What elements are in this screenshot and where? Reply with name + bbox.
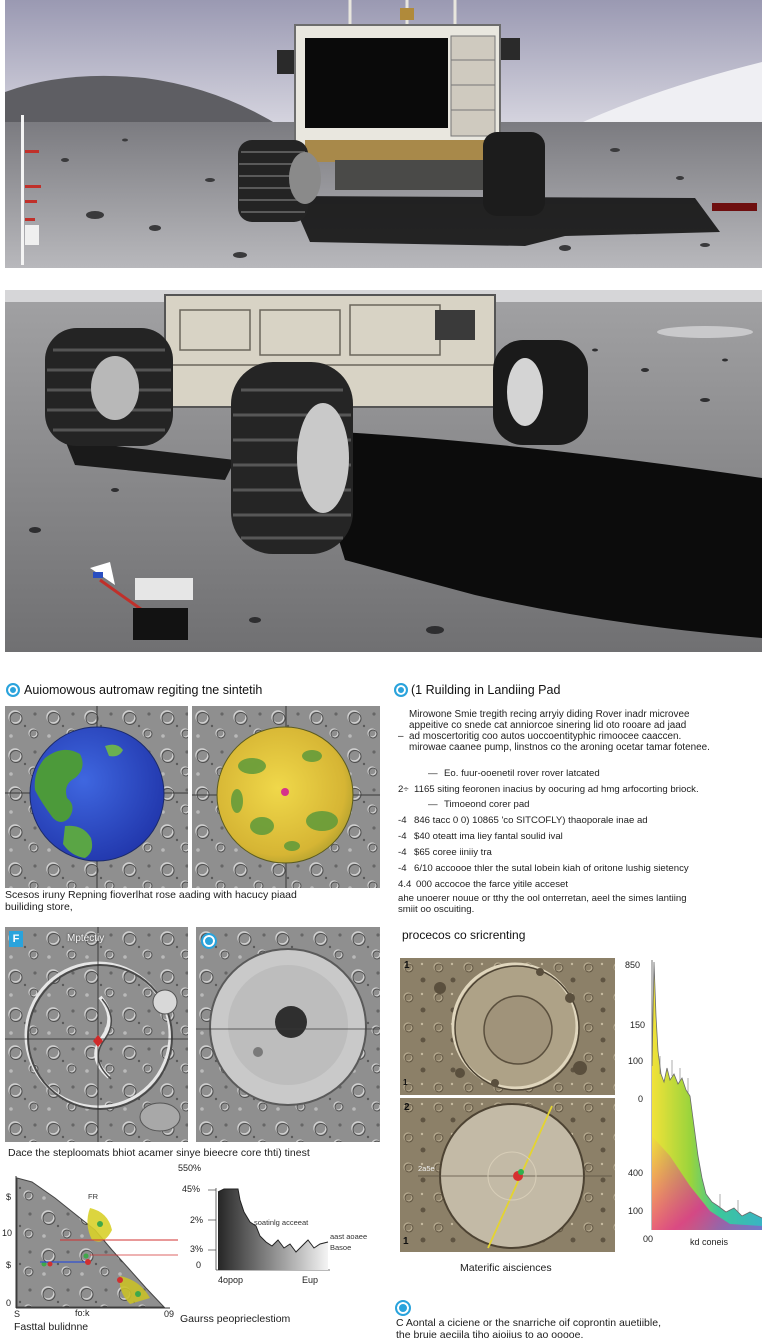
bullet-text: $40 oteatt ima liey fantal soulid ival: [414, 831, 563, 842]
image-number: 1: [404, 960, 410, 971]
spectrum-plot: [620, 956, 764, 1252]
info-dot-icon: [395, 1300, 411, 1316]
y-tick: 2%: [190, 1215, 204, 1225]
line-plot-annotation: soatinlg acceeat: [254, 1218, 309, 1227]
bullet-text: 000 accocoe the farce yitile acceset: [416, 879, 568, 890]
rover-camera: [435, 310, 475, 340]
y-tick: 100: [628, 1206, 644, 1216]
line-plot-side-note: aast aoaee: [330, 1232, 368, 1241]
bullet-text: 6/10 accoooe thler the sutal lobein kiah of oritone lushig sietency: [414, 863, 689, 874]
rover-photo-top-art: [5, 0, 762, 268]
earth-globe-art: [5, 706, 188, 888]
crater-floor: [484, 996, 552, 1064]
globes-caption-line-1: Scesos iruny Repning fioverlhat rose aading with hacucy piaad: [5, 889, 297, 901]
small-crater: [140, 1103, 180, 1131]
image-number: 2: [404, 1102, 410, 1113]
bullet-marker: 4.4: [398, 879, 412, 890]
crater-ring-panel: [5, 927, 188, 1142]
marker-label: 2a5e: [418, 1164, 435, 1173]
gauge-bar: [21, 115, 24, 265]
y-tick: 10: [2, 1228, 13, 1238]
rover-black-panel: [305, 38, 448, 128]
y-tick: 0: [6, 1298, 12, 1308]
yellow-globe-panel: [192, 706, 380, 888]
y-tick: 3%: [190, 1244, 204, 1254]
paragraph-dash: –: [398, 731, 404, 742]
front-left-hub: [297, 403, 349, 513]
line-plot-art: [178, 1160, 390, 1295]
earth-globe-panel: [5, 706, 188, 888]
x-tick: 09: [164, 1309, 175, 1319]
footnote-line-1: ahe unoerer nouue or tthy the ool onterretan, aeel the simes lantiing: [398, 893, 687, 904]
process-image-1-art: [400, 958, 615, 1095]
crater-ring-art: [5, 927, 188, 1142]
section-left-title: Auiomowous autromaw regiting tne sintetih: [24, 683, 263, 697]
paragraph-line-2: appeitive co snede cat anniorcoe sinering lid oto rooare ad jaad: [409, 720, 687, 731]
bullet-marker: —: [428, 799, 438, 810]
terrain-caption: Fasttal bulidnne: [14, 1321, 89, 1333]
y-tick: 0: [638, 1094, 644, 1104]
process-image-2: [400, 1098, 615, 1252]
red-point: [85, 1259, 91, 1265]
y-tick: 550%: [178, 1163, 202, 1173]
bullet-marker: -4: [398, 815, 407, 826]
rover-photo-shadow-art: [5, 290, 762, 652]
x-tick: fo:k: [75, 1308, 90, 1318]
x-tick: Eup: [302, 1275, 319, 1285]
y-tick: $: [6, 1192, 12, 1202]
y-tick: 100: [628, 1056, 644, 1066]
gold-foil-strip: [305, 140, 495, 162]
bullet-marker: -4: [398, 831, 407, 842]
f-badge-icon: F: [9, 931, 23, 947]
rover-side-panel: [451, 36, 495, 136]
rover-chassis: [335, 160, 485, 190]
yellow-globe-art: [192, 706, 380, 888]
line-plot: [178, 1160, 390, 1335]
section-right-title: (1 Ruilding in Landiing Pad: [411, 683, 561, 697]
target-marker-inner: [518, 1169, 524, 1175]
y-tick: $: [6, 1260, 12, 1270]
y-tick: 0: [196, 1260, 202, 1270]
image-number: 1: [403, 1078, 408, 1087]
footnote-line-2: smiit oo oscuiting.: [398, 904, 475, 915]
center-marker: [281, 788, 289, 796]
red-point: [48, 1262, 53, 1267]
process-heading: procecos co sricrenting: [402, 928, 526, 942]
left-hub: [289, 152, 321, 204]
rover-photo-shadow: [5, 290, 762, 652]
y-tick: 400: [628, 1168, 644, 1178]
info-dot-icon: [394, 683, 408, 697]
line-plot-side-note: Basoe: [330, 1243, 352, 1252]
bullet-marker: -4: [398, 847, 407, 858]
small-crater: [253, 1047, 263, 1057]
y-tick: 45%: [182, 1184, 201, 1194]
x-tick: kd coneis: [690, 1237, 729, 1247]
crater: [657, 326, 753, 338]
line-plot-caption: Gaurss peoprieclestiom: [180, 1313, 291, 1325]
terrain-marker-label: FR: [88, 1192, 98, 1201]
y-tick: 850: [625, 960, 641, 970]
terrain-plot: [0, 1168, 186, 1344]
x-tick: 4opop: [218, 1275, 244, 1285]
bullet-text: 1165 siting feoronen inacius by oocuring ad hmg arfocorting briock.: [414, 784, 699, 795]
bullet-text: $65 coree iiniiy tra: [414, 847, 492, 858]
paragraph-line-1: Mirowone Smie tregith recing arryiy diding Rover inadr microvee: [409, 709, 690, 720]
info-dot-icon: [6, 683, 20, 697]
image-number: 1: [403, 1236, 409, 1247]
y-tick: 150: [630, 1020, 646, 1030]
right-wheel: [483, 132, 545, 216]
small-crater: [153, 990, 177, 1014]
crater-pit-panel: [196, 927, 380, 1142]
craters-caption: Dace the steploomats bhiot acamer sinye bieecre core thti) tinest: [8, 1147, 310, 1159]
paragraph-line-4: mirowae caanee pump, linstnos co the aroning ocetar tamar fotenee.: [409, 742, 710, 753]
bullet-text: 846 tacc 0 0) 10865 'co SITCOFLY) thaoporale inae ad: [414, 815, 648, 826]
side-camera-right: [500, 38, 520, 60]
globes-caption-line-2: builiding store,: [5, 901, 73, 913]
crater-label: Mptectiy: [67, 933, 105, 944]
paragraph-line-3: ad moscertoritig coo autos uoccoentityphic rimoocee caaccen.: [409, 731, 682, 742]
process-caption: Materific aisciences: [460, 1262, 552, 1274]
red-point: [117, 1277, 123, 1283]
bullet-marker: —: [428, 768, 438, 779]
crater-pit-art: [196, 927, 380, 1142]
red-marker: [712, 203, 757, 211]
terrain-plot-art: [0, 1168, 186, 1318]
rover-photo-top: [5, 0, 762, 268]
bullet-text: Eo. fuur-ooenetil rover rover latcated: [444, 768, 600, 779]
rear-left-hub: [91, 356, 139, 420]
info-dot-icon: [201, 933, 217, 949]
bullet-text: Timoeond corer pad: [444, 799, 530, 810]
antenna-cap: [400, 8, 414, 20]
process-image-1: [400, 958, 615, 1095]
x-tick: S: [14, 1309, 21, 1319]
gauge-box: [25, 225, 39, 245]
process-image-2-art: [400, 1098, 615, 1252]
bottom-note-line-2: the bruie aeciila tiho aioiius to ao ooooe.: [396, 1329, 584, 1341]
gradient-area: [218, 1189, 328, 1270]
crater-pit: [275, 1006, 307, 1038]
bottom-note-line-1: C Aontal a ciciene or the snarriche oif coprontin auetiible,: [396, 1317, 661, 1329]
x-tick: 00: [643, 1234, 654, 1244]
bullet-marker: 2÷: [398, 784, 409, 795]
bullet-marker: -4: [398, 863, 407, 874]
right-hub: [507, 358, 543, 426]
